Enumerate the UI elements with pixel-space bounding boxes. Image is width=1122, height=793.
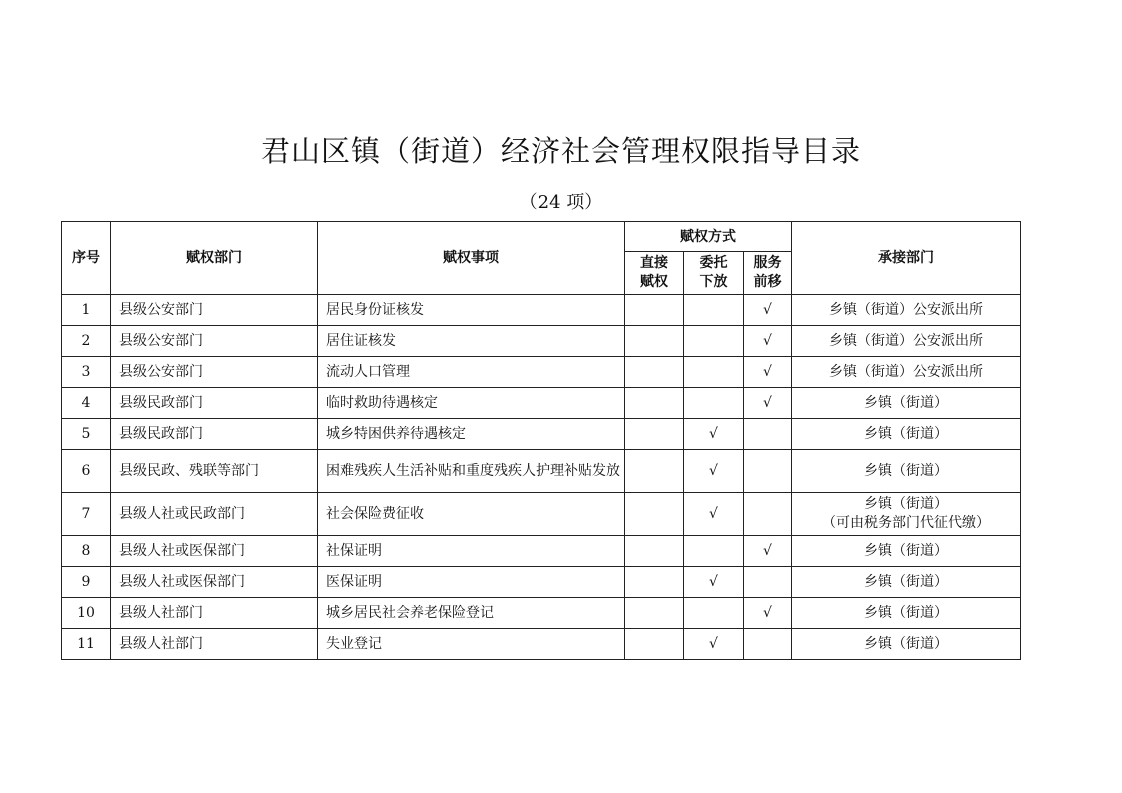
row-receiver [792,567,1021,598]
row-service-cell [744,388,792,419]
row-direct-cell [625,493,684,536]
row-item: 医保证明 [318,567,625,598]
checkmark-icon: √ [763,543,772,559]
table-row [62,567,1021,598]
row-item: 社会保险费征收 [318,493,625,536]
row-dept: 县级人社或医保部门 [111,536,318,567]
row-dept: 县级人社部门 [111,629,318,660]
document-title: 君山区镇（街道）经济社会管理权限指导目录 [260,134,861,168]
checkmark-icon: √ [763,364,772,380]
row-entrust-cell [684,295,744,326]
row-seq: 4 [62,388,111,419]
row-seq: 8 [62,536,111,567]
row-entrust-cell [684,493,744,536]
row-direct-cell [625,357,684,388]
row-entrust-cell [684,326,744,357]
receiver-line: 乡镇（街道） [864,635,949,652]
table-body [62,295,1021,660]
row-seq: 11 [62,629,111,660]
row-seq: 9 [62,567,111,598]
header-item: 赋权事项 [318,222,625,295]
row-direct-cell [625,567,684,598]
receiver-line: 乡镇（街道） [864,496,949,512]
header-direct-line2: 赋权 [640,274,668,290]
row-receiver [792,326,1021,357]
table-row [62,419,1021,450]
table-row [62,536,1021,567]
checkmark-icon: √ [763,605,772,621]
row-item: 社保证明 [318,536,625,567]
receiver-line: 乡镇（街道）公安派出所 [829,332,984,349]
row-dept: 县级民政部门 [111,388,318,419]
row-receiver [792,357,1021,388]
receiver-line: 乡镇（街道） [864,462,949,479]
item-count-subtitle: （24 项） [519,192,603,213]
checkmark-icon: √ [709,574,718,590]
receiver-line: （可由税务部门代征代缴） [822,515,991,531]
row-service-cell [744,419,792,450]
row-item: 临时救助待遇核定 [318,388,625,419]
row-entrust-cell [684,450,744,493]
row-entrust-cell [684,567,744,598]
row-item: 困难残疾人生活补贴和重度残疾人护理补贴发放 [318,450,625,493]
checkmark-icon: √ [763,333,772,349]
row-service-cell [744,295,792,326]
receiver-line: 乡镇（街道） [864,542,949,559]
row-dept: 县级人社或民政部门 [111,493,318,536]
table-header [62,222,1021,295]
row-item: 流动人口管理 [318,357,625,388]
row-receiver [792,493,1021,536]
receiver-line: 乡镇（街道） [864,425,949,442]
row-item: 城乡居民社会养老保险登记 [318,598,625,629]
header-dept: 赋权部门 [111,222,318,295]
authority-table [61,221,1021,660]
row-entrust-cell [684,536,744,567]
row-entrust-cell [684,598,744,629]
header-seq: 序号 [62,222,111,295]
row-dept: 县级人社或医保部门 [111,567,318,598]
header-entrust-line2: 下放 [699,274,728,290]
header-mode: 赋权方式 [625,222,792,252]
row-service-cell [744,326,792,357]
row-entrust-cell [684,357,744,388]
row-service-cell [744,357,792,388]
header-entrust [684,252,744,295]
row-receiver [792,629,1021,660]
row-dept: 县级人社部门 [111,598,318,629]
checkmark-icon: √ [709,636,718,652]
row-service-cell [744,567,792,598]
row-service-cell [744,493,792,536]
header-service-line1: 服务 [753,255,782,271]
row-direct-cell [625,419,684,450]
row-dept: 县级公安部门 [111,326,318,357]
receiver-line: 乡镇（街道） [864,573,949,590]
row-seq: 7 [62,493,111,536]
row-item: 城乡特困供养待遇核定 [318,419,625,450]
checkmark-icon: √ [709,463,718,479]
table-row [62,295,1021,326]
table-row [62,388,1021,419]
row-service-cell [744,629,792,660]
table-row [62,326,1021,357]
table-row [62,493,1021,536]
row-direct-cell [625,450,684,493]
header-service [744,252,792,295]
row-service-cell [744,536,792,567]
row-seq: 5 [62,419,111,450]
header-direct-line1: 直接 [640,255,668,271]
header-receiver: 承接部门 [792,222,1021,295]
row-direct-cell [625,598,684,629]
checkmark-icon: √ [763,302,772,318]
row-receiver [792,598,1021,629]
table-row [62,450,1021,493]
row-direct-cell [625,629,684,660]
receiver-line: 乡镇（街道）公安派出所 [829,301,984,318]
row-receiver [792,419,1021,450]
row-service-cell [744,598,792,629]
row-receiver [792,295,1021,326]
row-seq: 6 [62,450,111,493]
receiver-line: 乡镇（街道） [864,604,949,621]
row-direct-cell [625,295,684,326]
row-seq: 3 [62,357,111,388]
checkmark-icon: √ [709,506,718,522]
table-row [62,357,1021,388]
header-service-line2: 前移 [753,274,782,290]
receiver-line: 乡镇（街道） [864,394,949,411]
row-item: 失业登记 [318,629,625,660]
header-entrust-line1: 委托 [699,255,728,271]
row-entrust-cell [684,419,744,450]
row-dept: 县级民政部门 [111,419,318,450]
row-dept: 县级公安部门 [111,357,318,388]
row-receiver [792,450,1021,493]
row-seq: 1 [62,295,111,326]
header-direct [625,252,684,295]
row-entrust-cell [684,629,744,660]
row-item: 居民身份证核发 [318,295,625,326]
receiver-line: 乡镇（街道）公安派出所 [829,363,984,380]
row-receiver [792,388,1021,419]
table-row [62,629,1021,660]
row-direct-cell [625,326,684,357]
row-service-cell [744,450,792,493]
checkmark-icon: √ [763,395,772,411]
row-direct-cell [625,388,684,419]
row-direct-cell [625,536,684,567]
row-dept: 县级民政、残联等部门 [111,450,318,493]
row-receiver [792,536,1021,567]
row-item: 居住证核发 [318,326,625,357]
row-seq: 10 [62,598,111,629]
checkmark-icon: √ [709,426,718,442]
table-row [62,598,1021,629]
row-entrust-cell [684,388,744,419]
row-dept: 县级公安部门 [111,295,318,326]
row-seq: 2 [62,326,111,357]
